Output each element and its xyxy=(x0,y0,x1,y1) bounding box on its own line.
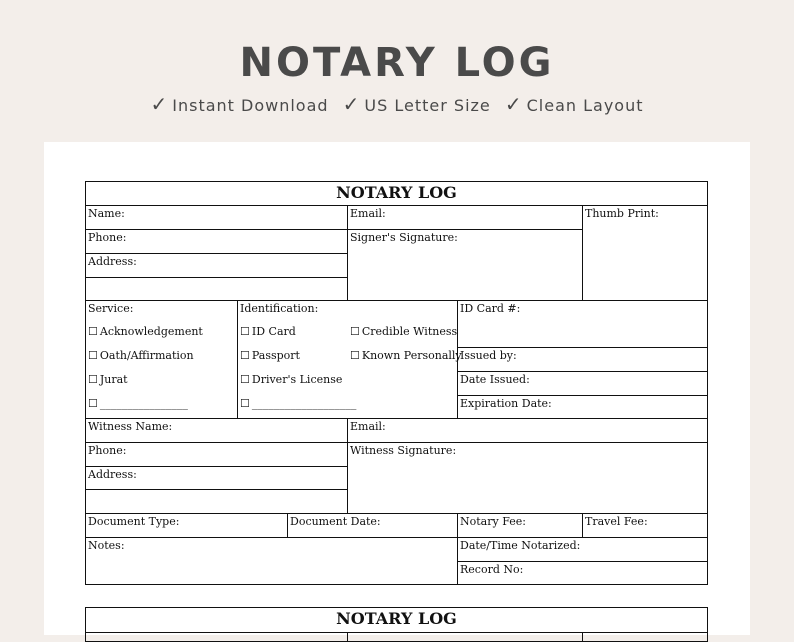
feature-label: US Letter Size xyxy=(364,96,491,115)
form-title-2: NOTARY LOG xyxy=(85,607,708,633)
witness-address-field[interactable]: Address: xyxy=(85,466,348,490)
witness-phone-field[interactable]: Phone: xyxy=(85,442,348,467)
document-date-field[interactable]: Document Date: xyxy=(287,513,458,538)
form2-row-cell xyxy=(347,632,583,642)
id-option-id-card[interactable]: ☐ ID Card xyxy=(240,325,296,338)
checkbox-icon[interactable]: ☐ xyxy=(88,397,98,410)
id-option-passport[interactable]: ☐ Passport xyxy=(240,349,300,362)
feature-item xyxy=(343,92,491,116)
thumb-print-box[interactable]: Thumb Print: xyxy=(582,205,708,301)
feature-label: Instant Download xyxy=(172,96,329,115)
travel-fee-field[interactable]: Travel Fee: xyxy=(582,513,708,538)
service-option-oath[interactable]: ☐ Oath/Affirmation xyxy=(88,349,194,362)
issued-by-field[interactable]: Issued by: xyxy=(457,347,708,372)
checkbox-icon[interactable]: ☐ xyxy=(240,397,250,410)
signer-email-field[interactable]: Email: xyxy=(347,205,583,230)
checkbox-icon[interactable]: ☐ xyxy=(240,373,250,386)
id-option-drivers-license[interactable]: ☐ Driver's License xyxy=(240,373,343,386)
form-title: NOTARY LOG xyxy=(85,181,708,206)
document-type-field[interactable]: Document Type: xyxy=(85,513,288,538)
expiration-date-field[interactable]: Expiration Date: xyxy=(457,395,708,419)
check-icon: ✓ xyxy=(504,92,523,116)
feature-item xyxy=(505,92,644,116)
checkbox-icon[interactable]: ☐ xyxy=(350,325,360,338)
checkbox-icon[interactable]: ☐ xyxy=(88,373,98,386)
form-paper xyxy=(44,142,750,635)
identification-label: Identification: xyxy=(240,302,319,315)
id-option-other[interactable]: ☐ ___________________ xyxy=(240,397,357,410)
service-option-jurat[interactable]: ☐ Jurat xyxy=(88,373,128,386)
check-icon: ✓ xyxy=(342,92,361,116)
id-option-known-personally[interactable]: ☐ Known Personally xyxy=(350,349,462,362)
checkbox-icon[interactable]: ☐ xyxy=(240,349,250,362)
notes-field[interactable]: Notes: xyxy=(85,537,458,585)
service-option-acknowledgement[interactable]: ☐ Acknowledgement xyxy=(88,325,203,338)
service-option-other[interactable]: ☐ ________________ xyxy=(88,397,188,410)
feature-item xyxy=(150,92,328,116)
signer-phone-field[interactable]: Phone: xyxy=(85,229,348,254)
witness-email-field[interactable]: Email: xyxy=(347,418,708,443)
form2-row-cell xyxy=(85,632,348,642)
date-issued-field[interactable]: Date Issued: xyxy=(457,371,708,396)
witness-name-field[interactable]: Witness Name: xyxy=(85,418,348,443)
feature-list xyxy=(0,92,794,116)
service-label: Service: xyxy=(88,302,134,315)
id-card-number-field[interactable]: ID Card #: xyxy=(457,300,708,348)
witness-address-line2[interactable] xyxy=(85,489,348,514)
checkbox-icon[interactable]: ☐ xyxy=(240,325,250,338)
signer-address-field[interactable]: Address: xyxy=(85,253,348,278)
record-number-field[interactable]: Record No: xyxy=(457,561,708,585)
signer-address-line2[interactable] xyxy=(85,277,348,301)
checkbox-icon[interactable]: ☐ xyxy=(350,349,360,362)
datetime-notarized-field[interactable]: Date/Time Notarized: xyxy=(457,537,708,562)
notary-fee-field[interactable]: Notary Fee: xyxy=(457,513,583,538)
page-title: NOTARY LOG xyxy=(239,40,555,86)
form2-row-cell xyxy=(582,632,708,642)
signer-name-field[interactable]: Name: xyxy=(85,205,348,230)
signer-signature-field[interactable]: Signer's Signature: xyxy=(347,229,583,301)
checkbox-icon[interactable]: ☐ xyxy=(88,349,98,362)
check-icon: ✓ xyxy=(150,92,169,116)
feature-label: Clean Layout xyxy=(526,96,644,115)
checkbox-icon[interactable]: ☐ xyxy=(88,325,98,338)
id-option-credible-witness[interactable]: ☐ Credible Witness xyxy=(350,325,458,338)
witness-signature-field[interactable]: Witness Signature: xyxy=(347,442,708,514)
